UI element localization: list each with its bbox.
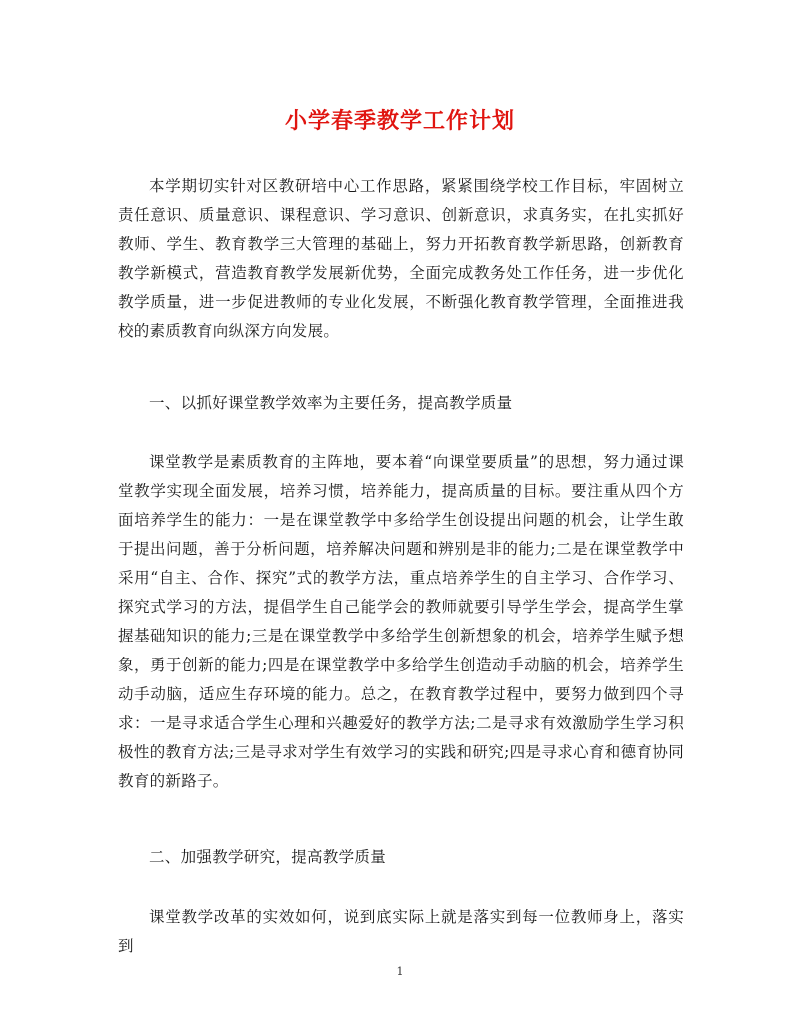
paragraph-teaching-research: 课堂教学改革的实效如何，说到底实际上就是落实到每一位教师身上，落实到 xyxy=(118,908,684,955)
document-title: 小学春季教学工作计划 xyxy=(284,108,515,134)
section-heading-1: 一、以抓好课堂教学效率为主要任务，提高教学质量 xyxy=(149,394,513,412)
paragraph-intro: 本学期切实针对区教研培中心工作思路，紧紧围绕学校工作目标，牢固树立责任意识、质量意识、课程意识、学习意识、创新意识，求真务实，在扎实抓好教师、学生、教育教学三大管理的基础上，努力开拓教育教学新思路，创新教育教学新模式，营造教育教学发展新优势，全面完成教务处工作任务，进一步优化教学质量，进一步促进教师的专业化发展，不断强化教育教学管理，全面推进我校的素质教育向纵深方向发展。 xyxy=(118,177,684,340)
page-number: 1 xyxy=(396,965,404,978)
section-heading-2: 二、加强教学研究，提高教学质量 xyxy=(149,848,387,866)
paragraph-classroom-teaching: 课堂教学是素质教育的主阵地，要本着“向课堂要质量”的思想，努力通过课堂教学实现全面发展，培养习惯，培养能力，提高质量的目标。要注重从四个方面培养学生的能力：一是在课堂教学中多给学生创设提出问题的机会，让学生敢于提出问题，善于分析问题，培养解决问题和辨别是非的能力;二是在课堂教学中采用“自主、合作、探究”式的教学方法，重点培养学生的自主学习、合作学习、探究式学习的方法，提倡学生自己能学会的教师就要引导学生学会，提高学生掌握基础知识的能力;三是在课堂教学中多给学生创新想象的机会，培养学生赋予想象，勇于创新的能力;四是在课堂教学中多给学生创造动手动脑的机会，培养学生动手动脑，适应生存环境的能力。总之，在教育教学过程中，要努力做到四个寻求：一是寻求适合学生心理和兴趣爱好的教学方法;二是寻求有效激励学生学习积极性的教育方法;三是寻求对学生有效学习的实践和研究;四是寻求心育和德育协同教育的新路子。 xyxy=(118,453,684,790)
